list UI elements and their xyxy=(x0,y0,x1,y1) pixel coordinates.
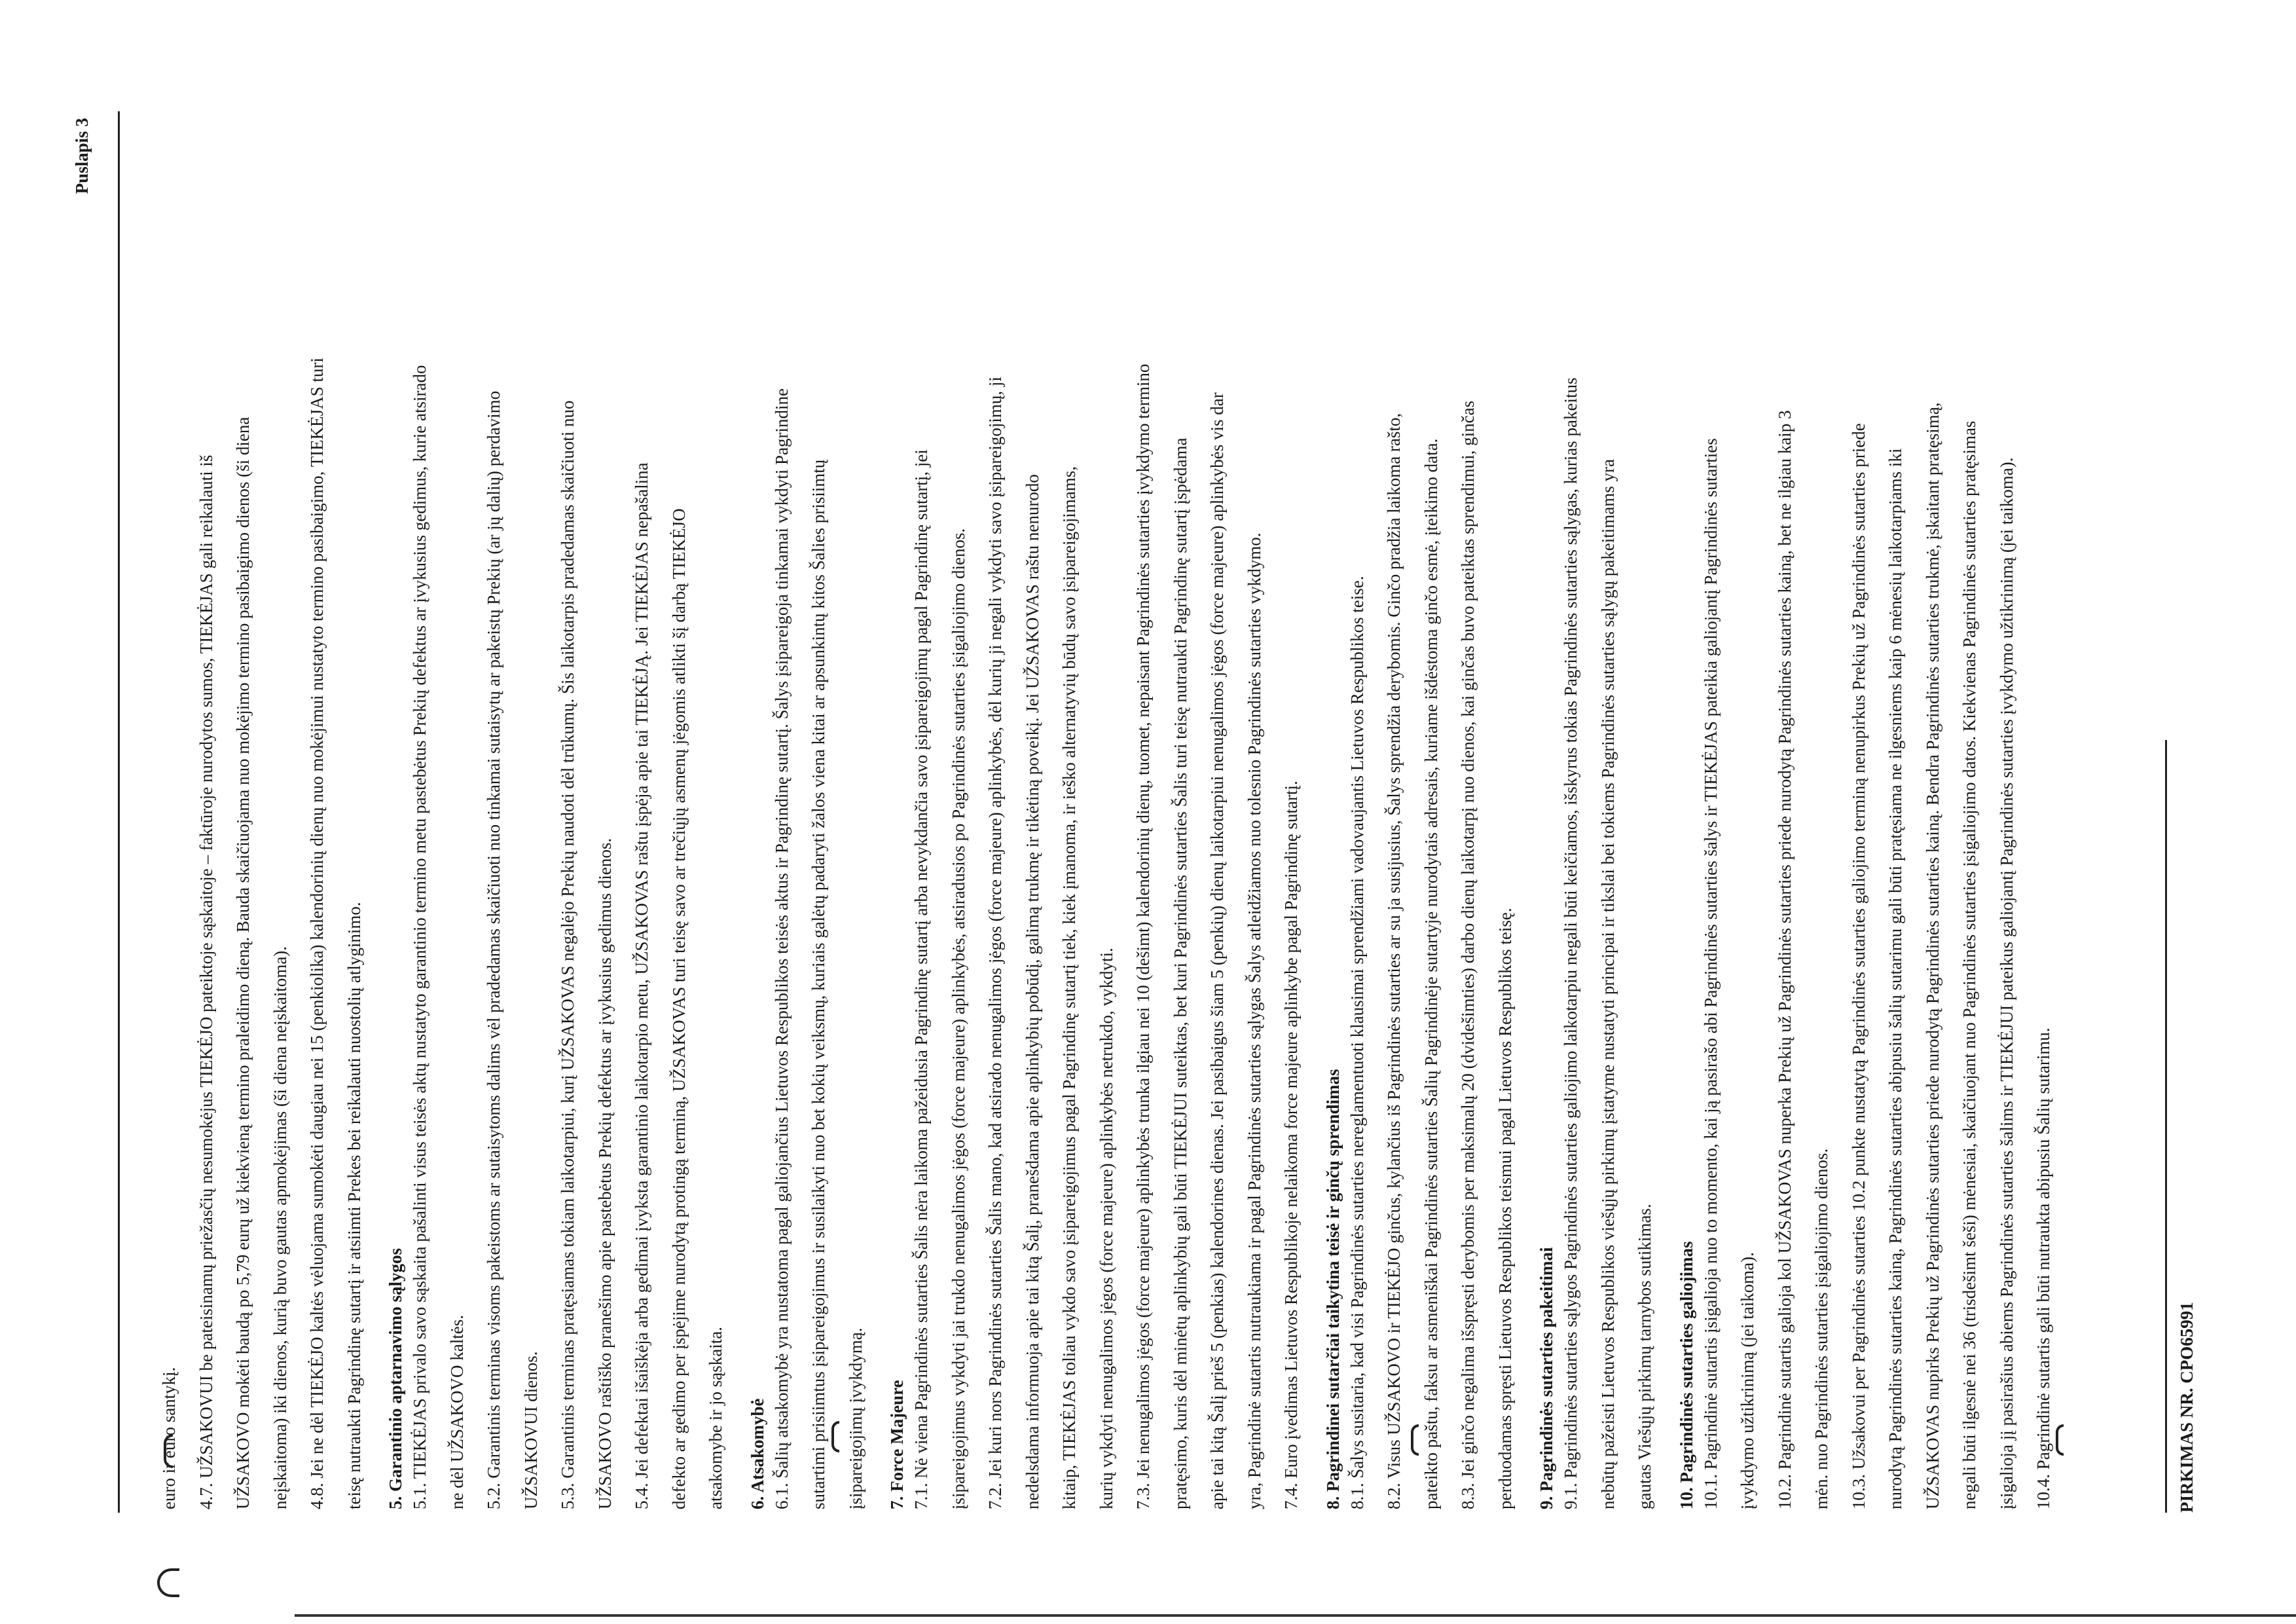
page-footer xyxy=(2165,111,2217,1513)
paragraph-line: pateikto paštu, faksu ar asmeniškai Pagrindinės sutarties Šalių Pagrindinėje sutartyje nurodytais adresais, kuriame išdėstoma ginčo esmė, įteikimo data. xyxy=(1421,438,1441,1509)
paragraph-line: 5.1. TIEKĖJAS privalo savo sąskaita pašalinti visus teisės aktų nustatyto garantinio termino metu pastebėtus Prekių defektus ar įvykusius gedimus, kurie atsirado xyxy=(410,365,429,1509)
paragraph-line: defekto ar gedimo per įspėjime nurodytą protingą terminą, UŽSAKOVAS turi teisę savo ar trečiųjų asmenų jėgomis atlikti šį darbą TIEKĖJO xyxy=(668,508,689,1509)
paragraph-line: ne dėl UŽSAKOVO kaltės. xyxy=(446,1315,467,1509)
paragraph-line: 6.1. Šalių atsakomybė yra nustatoma pagal galiojančius Lietuvos Respublikos teisės aktus ir Pagrindinę sutartį. Šalys įsipareigoja tinkamai vykdyti Pagrindine xyxy=(771,388,792,1509)
paragraph-line: negali būti ilgesnė nei 36 (trisdešimt šeši) mėnesiai, skaičiuojant nuo Pagrindinės sutarties įsigaliojimo datos. Kiekvienas Pagrindinės sutarties pratęsimas xyxy=(1959,420,1979,1509)
binding-mark-2 xyxy=(831,1421,839,1452)
paragraph-line: euro ir euro santykį. xyxy=(159,1367,179,1509)
paragraph-line: UŽSAKOVUI dienos. xyxy=(520,1351,541,1509)
paragraph-line: 8.2. Visus UŽSAKOVO ir TIEKĖJO ginčus, kylančius iš Pagrindinės sutarties ar su ja susijusius, Šalys sprendžia derybomis. Ginčo pradžia laikoma rašto, xyxy=(1384,413,1404,1509)
paragraph-line: įsipareigojimų įvykdymą. xyxy=(845,1327,866,1509)
section-heading: 8. Pagrindinei sutarčiai taikytina teisė ir ginčų sprendimas xyxy=(1322,1069,1343,1509)
section-heading: 10. Pagrindinės sutarties galiojimas xyxy=(1676,1241,1696,1509)
header-rule xyxy=(118,111,120,1513)
binding-mark-3 xyxy=(1411,1424,1419,1456)
paragraph-line: gautas Viešųjų pirkimų tarnybos sutikimas. xyxy=(1635,1204,1654,1509)
paragraph-line: 7.3. Jei nenugalimos jėgos (force majeure) aplinkybės trunka ilgiau nei 10 (dešimt) kalendorinių dienų, tuomet, nepaisant Pagrindinės sutarties įvykdymo termino xyxy=(1133,363,1153,1509)
paragraph-line: kitaip, TIEKĖJAS toliau vykdo savo įsipareigojimus pagal Pagrindinę sutartį tiek, kiek įmanoma, ir ieško alternatyvių būdų savo įsipareigojimams, xyxy=(1059,466,1079,1509)
binding-mark-4 xyxy=(2056,1424,2064,1456)
paragraph-line: įvykdymo užtikrinimą (jei taikoma). xyxy=(1738,1252,1757,1509)
paragraph-line: pratęsimo, kuris dėl minėtų aplinkybių gali būti TIEKĖJUI suteiktas, bet kuri Pagrindinės sutarties Šalis turi teisę nutraukti Pagrindinę sutartį įspėdama xyxy=(1170,437,1190,1509)
paragraph-line: 4.7. UŽSAKOVUI be pateisinamų priežasčių nesumokėjus TIEKĖJO pateiktoje sąskaitoje – faktūroje nurodytos sumos, TIEKĖJAS gali reikalauti iš xyxy=(196,454,216,1509)
paragraph-line: perduodamas spręsti Lietuvos Respublikos teismui pagal Lietuvos Respublikos teisę. xyxy=(1495,908,1515,1509)
scan-edge-line xyxy=(295,1614,2296,1617)
paragraph-line: 5.4. Jei defektai išaiškėja arba gedimai įvyksta garantinio laikotarpio metu, UŽSAKOVAS raštu įspėja apie tai TIEKĖJĄ. Jei TIEKĖJAS nepašalina xyxy=(632,462,651,1509)
paragraph-line: yra, Pagrindinė sutartis nutraukiama ir pagal Pagrindinės sutarties sąlygas Šalys atleidžiamos nuo tolesnio Pagrindinės sutarties vykdymo. xyxy=(1244,532,1264,1509)
paragraph-line: neįskaitoma) iki dienos, kurią buvo gautas apmokėjimas (ši diena neįskaitoma). xyxy=(270,946,290,1509)
section-heading: 5. Garantinio aptarnavimo sąlygos xyxy=(386,1247,405,1509)
paragraph-line: 5.2. Garantinis terminas visoms pakeistoms ar sutaisytoms dalims vėl pradedamas skaičiuoti nuo tinkamai sutaisytų ar pakeistų Prekių (ar jų dalių) perdavimo xyxy=(484,390,503,1509)
paragraph-line: įsigalioja jį pasirašius abiems Pagrindinės sutarties šalims ir TIEKĖJUI pateikus galiojantį Pagrindinės sutarties įvykdymo užtikrinimą (jei taikoma). xyxy=(1996,457,2016,1509)
paragraph-line: 9.1. Pagrindinės sutarties sąlygos Pagrindinės sutarties galiojimo laikotarpiu negali būti keičiamos, išskyrus tokias Pagrindinės sutarties sąlygas, kurias pakeitus xyxy=(1561,377,1580,1509)
paragraph-line: 8.1. Šalys susitaria, kad visi Pagrindinės sutarties nereglamentuoti klausimai sprendžiami vadovaujantis Lietuvos Respublikos teise. xyxy=(1347,576,1367,1509)
paragraph-line: teisę nutraukti Pagrindinę sutartį ir atsiimti Prekes bei reikalauti nuostolių atlyginimo. xyxy=(344,902,364,1509)
section-heading: 9. Pagrindinės sutarties pakeitimai xyxy=(1537,1247,1556,1509)
paragraph-line: 5.3. Garantinis terminas pratęsiamas tokiam laikotarpiui, kurį UŽSAKOVAS negalėjo Prekių naudoti dėl trūkumų. Šis laikotarpis pradedamas skaičiuoti nuo xyxy=(558,400,577,1509)
paragraph-line: 8.3. Jei ginčo negalima išspręsti derybomis per maksimalų 20 (dvidešimties) darbo dienų laikotarpį nuo dienos, kai ginčas buvo pateiktas sprendimui, ginčas xyxy=(1458,400,1478,1509)
paragraph-line: nurodytą Pagrindinės sutarties kainą, Pagrindinės sutarties abipusiu šalių sutarimu gali būti pratęsiama ne ilgesniems kaip 6 mėnesių laikotarpiams iki xyxy=(1886,448,1905,1509)
paragraph-line: atsakomybe ir jo sąskaita. xyxy=(706,1327,725,1509)
paragraph-line: įsipareigojimus vykdyti jai trukdo nenugalimos jėgos (force majeure) aplinkybės, atsiradusios po Pagrindinės sutarties įsigaliojimo dienos. xyxy=(948,528,968,1509)
paragraph-line: nedelsdama informuoja apie tai kitą Šalį, pranešdama apie aplinkybių pobūdį, galimą trukmę ir tikėtiną poveikį. Jei UŽSAKOVAS raštu nenurodo xyxy=(1022,474,1042,1509)
paragraph-line: 7.1. Nė viena Pagrindinės sutarties Šalis nėra laikoma pažeidusia Pagrindinę sutartį arba nevykdančia savo įsipareigojimų pagal Pagrindinę sutartį, jei xyxy=(911,449,931,1509)
paragraph-line: 4.8. Jei ne dėl TIEKĖJO kaltės vėluojama sumokėti daugiau nei 15 (penkiolika) kalendorinių dienų nuo mokėjimui nustatyto termino pasibaigimo, TIEKĖJAS turi xyxy=(307,358,327,1509)
paragraph-line: 10.3. Užsakovui per Pagrindinės sutarties 10.2 punkte nustatytą Pagrindinės sutarties galiojimo terminą nenupirkus Prekių už Pagrindinės sutarties priede xyxy=(1848,423,1868,1509)
paragraph-line: 10.4. Pagrindinė sutartis gali būti nutraukta abipusiu Šalių sutarimu. xyxy=(2033,1027,2053,1509)
binding-mark-1 xyxy=(164,1434,173,1468)
paragraph-line: mėn. nuo Pagrindinės sutarties įsigaliojimo dienos. xyxy=(1812,1148,1831,1509)
paragraph-line: UŽSAKOVAS nupirks Prekių už Pagrindinės sutarties priede nurodytą Pagrindinės sutarties kainą. Bendra Pagrindinės sutarties trukmė, įskaitant pratęsimą, xyxy=(1922,402,1942,1509)
paragraph-line: 10.1. Pagrindinė sutartis įsigalioja nuo to momento, kai ją pasirašo abi Pagrindinės sutarties šalys ir TIEKĖJAS pateikia galiojantį Pagrindinės sutarties xyxy=(1700,438,1721,1509)
section-heading: 6. Atsakomybė xyxy=(747,1398,767,1509)
paragraph-line: 10.2. Pagrindinė sutartis galioja kol UŽSAKOVAS nuperka Prekių už Pagrindinės sutarties priede nurodytą Pagrindinės sutarties kainą, bet ne ilgiau kaip 3 xyxy=(1774,410,1795,1509)
document-body xyxy=(151,111,2062,1509)
section-heading: 7. Force Majeure xyxy=(887,1380,907,1509)
paragraph-line: UŽSAKOVO mokėti baudą po 5,79 eurų už kiekvieną termino praleidimo dieną. Bauda skaičiuojama nuo mokėjimo termino pasibaigimo dienos (ši diena xyxy=(233,416,253,1509)
paragraph-line: apie tai kitą Šalį prieš 5 (penkias) kalendorines dienas. Jei pasibaigus šiam 5 (penkių) dienų laikotarpiui nenugalimos jėgos (force majeure) aplinkybės vis dar xyxy=(1207,392,1227,1509)
purchase-number: PIRKIMAS NR. CPO65991 xyxy=(2177,1302,2196,1513)
paragraph-line: sutartimi prisiimtus įsipareigojimus ir susilaikyti nuo bet kokių veiksmų, kuriais galėtų padaryti žalos viena kitai ar apsunkintų kitos Šalies prisiimtų xyxy=(809,459,828,1509)
paragraph-line: 7.2. Jei kuri nors Pagrindinės sutarties Šalis mano, kad atsirado nenugalimos jėgos (force majeure) aplinkybės, dėl kurių ji negali vykdyti savo įsipareigojimų, ji xyxy=(985,377,1005,1509)
paragraph-line: kurių vykdyti nenugalimos jėgos (force majeure) aplinkybės netrukdo, vykdyti. xyxy=(1096,948,1116,1509)
paragraph-line: nebūtų pažeisti Lietuvos Respublikos viešųjų pirkimų įstatyme nustatyti principai ir tikslai bei tokiems Pagrindinės sutarties sąlygų pakeitimams yra xyxy=(1597,459,1618,1509)
footer-rule xyxy=(2165,740,2167,1513)
paragraph-line: UŽSAKOVO raštiško pranešimo apie pastebėtus Prekių defektus ar įvykusius gedimus dienos. xyxy=(594,838,615,1509)
page-number: Puslapis 3 xyxy=(72,118,92,194)
paragraph-line: 7.4. Euro įvedimas Lietuvos Respublikoje nelaikoma force majeure aplinkybe pagal Pagrindinę sutartį. xyxy=(1281,781,1301,1509)
page-header xyxy=(72,111,124,1513)
